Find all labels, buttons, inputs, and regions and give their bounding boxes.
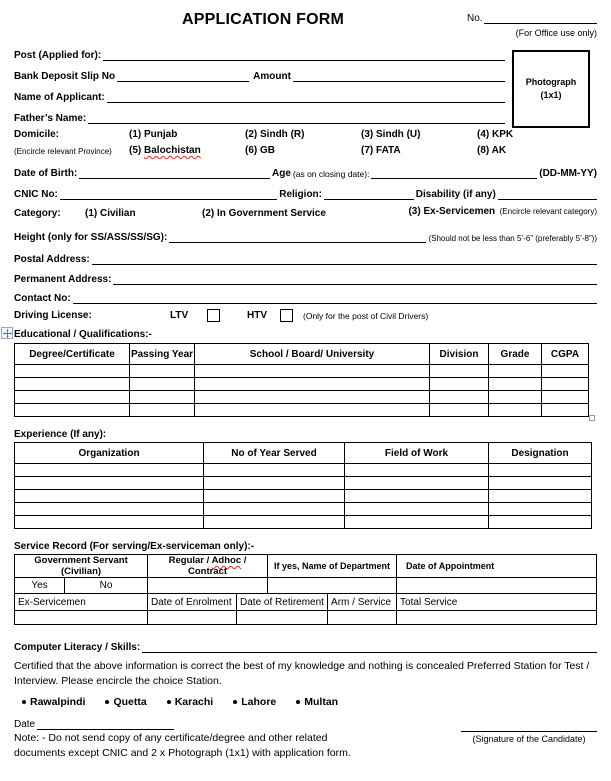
category-label: Category:: [14, 208, 61, 219]
experience-cell[interactable]: [15, 516, 204, 529]
driving-license-label: Driving License:: [14, 310, 92, 321]
declaration-text: Certified that the above information is correct the best of my knowledge and nothing is concealed Preferred Station for Test / Interview. Please encircle the choice Station.: [14, 660, 590, 687]
education-table-wrap: [14, 343, 597, 417]
retirement-input-cell[interactable]: [237, 611, 328, 625]
domicile-option-gb[interactable]: (6) GB: [245, 145, 276, 156]
service-header-regular-adhoc: Regular / Adhoc / Contract: [148, 555, 268, 578]
table-move-handle-icon[interactable]: [1, 327, 13, 339]
education-cell[interactable]: [15, 404, 130, 417]
ex-servicemen-label: Ex-Servicemen: [15, 594, 148, 611]
disability-label: Disability (if any): [415, 189, 496, 200]
education-section-label: Educational / Qualifications:-: [14, 329, 152, 340]
education-row: [15, 391, 589, 404]
ex-servicemen-input-cell[interactable]: [15, 611, 148, 625]
enrolment-label: Date of Enrolment: [148, 594, 237, 611]
height-input-line[interactable]: [169, 231, 426, 243]
experience-row: [15, 464, 592, 477]
experience-row: [15, 490, 592, 503]
experience-row: [15, 477, 592, 490]
education-cell[interactable]: [15, 391, 130, 404]
station-multan[interactable]: Multan: [296, 696, 338, 708]
service-ex-servicemen-input-row: [15, 611, 597, 625]
postal-address-input-line[interactable]: [92, 253, 597, 265]
height-hint: (Should not be less than 5’-6” (preferably 5’-8”)): [428, 234, 597, 243]
cnic-label: CNIC No:: [14, 189, 58, 200]
domicile-row-1: [14, 124, 597, 142]
signature-input-line[interactable]: [461, 722, 597, 732]
stations-row: [22, 696, 597, 708]
permanent-address-row: [14, 265, 597, 285]
education-cell[interactable]: [15, 365, 130, 378]
height-label: Height (only for SS/ASS/SS/SG):: [14, 232, 168, 243]
father-name-input-line[interactable]: [88, 112, 505, 124]
computer-skills-label: Computer Literacy / Skills:: [14, 642, 141, 653]
religion-input-line[interactable]: [324, 188, 414, 200]
experience-section-label: Experience (If any):: [14, 429, 107, 440]
station-karachi[interactable]: Karachi: [167, 696, 214, 708]
education-header-grade: Grade: [489, 344, 542, 365]
bank-slip-label: Bank Deposit Slip No: [14, 71, 116, 82]
post-label: Post (Applied for):: [14, 50, 102, 61]
education-header-degree: Degree/Certificate: [15, 344, 130, 365]
amount-input-line[interactable]: [293, 70, 505, 82]
education-header-cgpa: CGPA: [542, 344, 589, 365]
office-use-label: (For Office use only): [515, 28, 597, 38]
arm-service-input-cell[interactable]: [328, 611, 397, 625]
bank-slip-input-line[interactable]: [117, 70, 249, 82]
experience-row: [15, 516, 592, 529]
experience-cell[interactable]: [15, 503, 204, 516]
permanent-address-label: Permanent Address:: [14, 274, 112, 285]
experience-header-organization: Organization: [15, 443, 204, 464]
ltv-checkbox[interactable]: [207, 309, 220, 322]
experience-header-years: No of Year Served: [204, 443, 345, 464]
cnic-row: [14, 179, 597, 200]
dob-input-line[interactable]: [79, 167, 270, 179]
no-label: No.: [467, 13, 483, 24]
education-header-division: Division: [430, 344, 489, 365]
govt-servant-no-cell[interactable]: No: [65, 578, 148, 594]
applicant-name-label: Name of Applicant:: [14, 92, 105, 103]
category-hint: (Encircle relevant category): [499, 207, 597, 216]
service-header-govt-servant: Government Servant (Civilian): [15, 555, 148, 578]
post-input-line[interactable]: [103, 49, 505, 61]
experience-header-field: Field of Work: [345, 443, 489, 464]
domicile-option-sindh-r[interactable]: (2) Sindh (R): [245, 129, 305, 140]
service-record-section-label: Service Record (For serving/Ex-serviceman only):-: [14, 541, 255, 552]
domicile-option-fata[interactable]: (7) FATA: [361, 145, 401, 156]
date-row: [14, 716, 174, 730]
education-row: [15, 404, 589, 417]
bank-slip-row: [14, 61, 505, 82]
contact-input-line[interactable]: [73, 292, 597, 304]
experience-header-designation: Designation: [489, 443, 592, 464]
photo-label: Photograph: [525, 77, 577, 87]
computer-skills-input-line[interactable]: [142, 641, 597, 653]
signature-block: [461, 722, 597, 744]
height-row: [14, 221, 597, 243]
category-option-govt-service[interactable]: (2) In Government Service: [202, 208, 326, 219]
service-header-if-yes-department: If yes, Name of Department: [268, 555, 397, 578]
age-hint: (as on closing date):: [292, 169, 370, 179]
driving-license-row: [14, 304, 597, 323]
domicile-label: Domicile:: [14, 129, 60, 140]
age-input-line[interactable]: [371, 167, 537, 179]
enrolment-input-cell[interactable]: [148, 611, 237, 625]
education-section-header: [14, 323, 597, 340]
disability-input-line[interactable]: [498, 188, 597, 200]
bullet-icon: [105, 700, 109, 704]
dob-format-label: (DD-MM-YY): [539, 168, 597, 179]
education-table: [14, 343, 589, 417]
age-label: Age: [272, 168, 291, 179]
photograph-placeholder[interactable]: [512, 50, 590, 128]
signature-caption: (Signature of the Candidate): [472, 734, 586, 744]
experience-header-row: [15, 443, 592, 464]
domicile-option-punjab[interactable]: (1) Punjab: [129, 129, 178, 140]
domicile-hint: (Encircle relevant Province): [14, 147, 112, 156]
page-title: APPLICATION FORM: [182, 11, 345, 28]
postal-address-row: [14, 243, 597, 265]
computer-skills-row: [14, 629, 597, 653]
service-ex-servicemen-row: [15, 594, 597, 611]
service-record-table: [14, 554, 597, 625]
service-yes-no-row: [15, 578, 597, 594]
no-input-line[interactable]: [484, 13, 597, 24]
govt-servant-yes-cell[interactable]: Yes: [15, 578, 65, 594]
retirement-label: Date of Retirement: [237, 594, 328, 611]
footer-section: [14, 716, 597, 761]
postal-address-label: Postal Address:: [14, 254, 90, 265]
bullet-icon: [167, 700, 171, 704]
table-resize-handle-icon[interactable]: [589, 415, 595, 421]
experience-table: [14, 442, 592, 529]
ltv-label: LTV: [170, 310, 189, 321]
experience-cell[interactable]: [15, 477, 204, 490]
department-input-cell[interactable]: [268, 578, 397, 594]
bullet-icon: [296, 700, 300, 704]
total-service-input-cell[interactable]: [397, 611, 597, 625]
arm-service-label: Arm / Service: [328, 594, 397, 611]
driving-hint: (Only for the post of Civil Drivers): [303, 311, 429, 321]
bullet-icon: [233, 700, 237, 704]
category-option-civilian[interactable]: (1) Civilian: [85, 208, 136, 219]
amount-label: Amount: [253, 71, 291, 82]
date-input-line[interactable]: [37, 718, 174, 730]
contact-row: [14, 285, 597, 304]
dob-row: [14, 158, 597, 179]
experience-cell[interactable]: [15, 464, 204, 477]
father-name-label: Father’s Name:: [14, 113, 87, 124]
education-row: [15, 378, 589, 391]
photo-size-label: (1x1): [540, 90, 562, 100]
domicile-option-kpk[interactable]: (4) KPK: [477, 129, 514, 140]
domicile-option-balochistan[interactable]: (5) Balochistan: [129, 145, 201, 156]
applicant-name-row: [14, 82, 505, 103]
htv-checkbox[interactable]: [280, 309, 293, 322]
date-label: Date: [14, 719, 36, 730]
experience-cell[interactable]: [15, 490, 204, 503]
education-cell[interactable]: [15, 378, 130, 391]
htv-label: HTV: [247, 310, 267, 321]
note-text: Note: - Do not send copy of any certificate/degree and other related documents except CNIC and 2 x Photograph (1x1) with application form.: [14, 732, 351, 759]
dob-label: Date of Birth:: [14, 168, 78, 179]
contact-label: Contact No:: [14, 293, 71, 304]
cnic-input-line[interactable]: [60, 188, 277, 200]
permanent-address-input-line[interactable]: [113, 273, 597, 285]
bullet-icon: [22, 700, 26, 704]
religion-label: Religion:: [279, 189, 322, 200]
category-row: [14, 200, 597, 221]
education-row: [15, 365, 589, 378]
domicile-option-ak[interactable]: (8) AK: [477, 145, 507, 156]
station-lahore[interactable]: Lahore: [233, 696, 276, 708]
post-row: [14, 40, 505, 61]
domicile-option-sindh-u[interactable]: (3) Sindh (U): [361, 129, 421, 140]
father-name-row: [14, 103, 505, 124]
category-option-ex-servicemen[interactable]: (3) Ex-Servicemen (Encircle relevant category): [408, 206, 597, 217]
service-header-row: [15, 555, 597, 578]
service-header-date-appointment: Date of Appointment: [397, 555, 597, 578]
applicant-name-input-line[interactable]: [107, 91, 505, 103]
education-header-school: School / Board/ University: [195, 344, 430, 365]
experience-row: [15, 503, 592, 516]
station-rawalpindi[interactable]: Rawalpindi: [22, 696, 85, 708]
domicile-row-2: [14, 142, 597, 158]
form-number-field: [467, 13, 597, 24]
total-service-label: Total Service: [397, 594, 597, 611]
station-quetta[interactable]: Quetta: [105, 696, 146, 708]
appointment-input-cell[interactable]: [397, 578, 597, 594]
education-header-passing-year: Passing Year: [130, 344, 195, 365]
regular-adhoc-input-cell[interactable]: [148, 578, 268, 594]
education-header-row: [15, 344, 589, 365]
